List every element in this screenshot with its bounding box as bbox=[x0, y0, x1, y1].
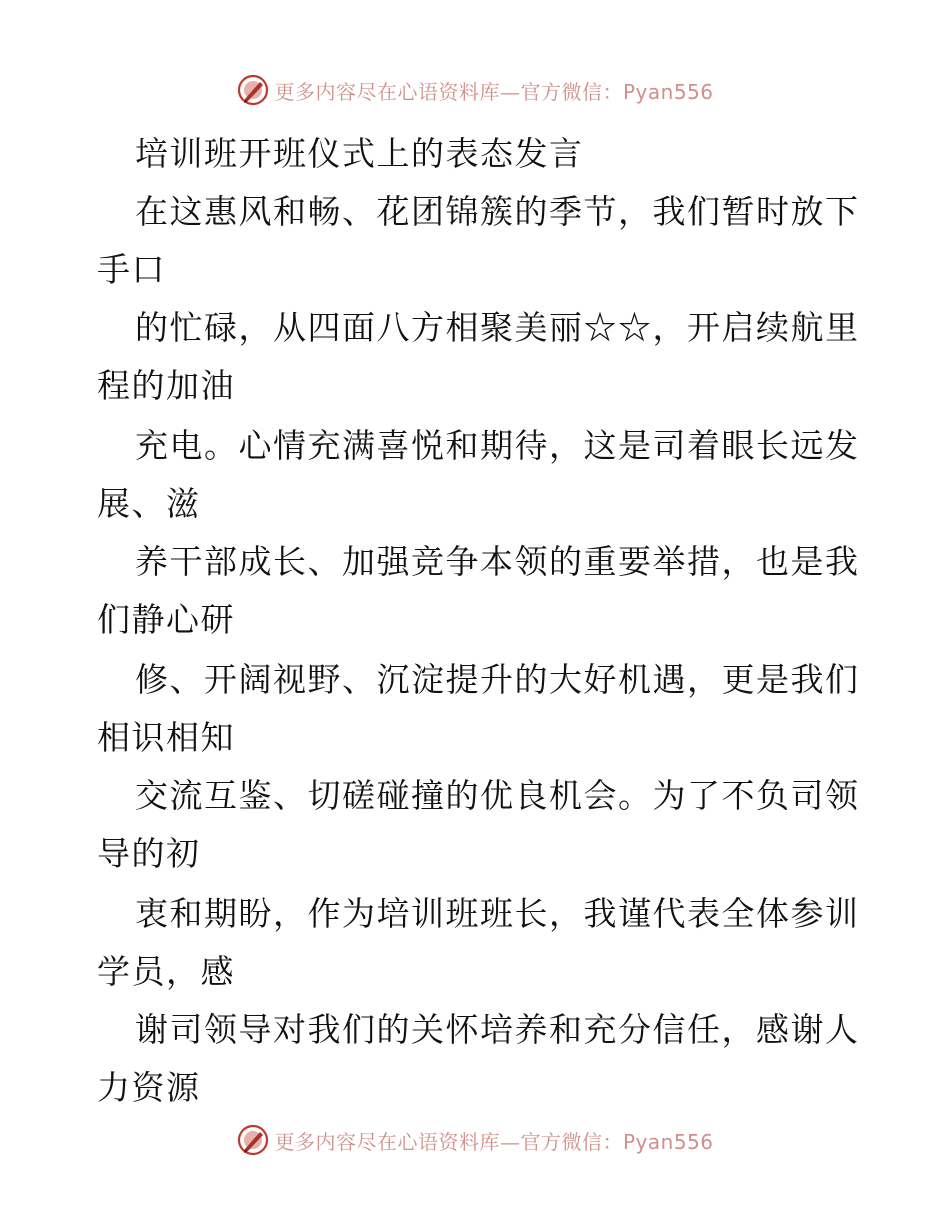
text-line: 展、滋 bbox=[97, 484, 201, 523]
document-title: 培训班开班仪式上的表态发言 bbox=[135, 134, 584, 173]
text-line: 程的加油 bbox=[97, 366, 235, 405]
text-line: 相识相知 bbox=[97, 718, 235, 757]
text-line: 的忙碌，从四面八方相聚美丽☆☆，开启续航里 bbox=[135, 308, 860, 347]
pen-logo-icon bbox=[236, 73, 270, 107]
header-banner-main: 更多内容尽在心语资料库—官方微信： bbox=[274, 79, 623, 104]
footer-wechat-id: Pyan556 bbox=[622, 1129, 714, 1154]
text-line: 交流互鉴、切磋碰撞的优良机会。为了不负司领 bbox=[135, 776, 860, 815]
header-wechat-id: Pyan556 bbox=[622, 79, 714, 104]
text-line: 在这惠风和畅、花团锦簇的季节，我们暂时放下 bbox=[135, 192, 860, 231]
footer-banner bbox=[0, 1120, 950, 1160]
text-line: 修、开阔视野、沉淀提升的大好机遇，更是我们 bbox=[135, 660, 860, 699]
footer-banner-text bbox=[274, 1126, 713, 1155]
text-line: 谢司领导对我们的关怀培养和充分信任，感谢人 bbox=[135, 1010, 860, 1049]
text-line: 手口 bbox=[97, 250, 166, 289]
text-line: 们静心研 bbox=[97, 600, 235, 639]
text-line: 充电。心情充满喜悦和期待，这是司着眼长远发 bbox=[135, 426, 860, 465]
header-banner-text bbox=[274, 76, 713, 105]
text-line: 学员，感 bbox=[97, 952, 235, 991]
pen-logo-icon bbox=[236, 1123, 270, 1157]
text-line: 力资源 bbox=[97, 1068, 201, 1107]
footer-banner-main: 更多内容尽在心语资料库—官方微信： bbox=[274, 1129, 623, 1154]
header-banner bbox=[0, 70, 950, 110]
text-line: 衷和期盼，作为培训班班长，我谨代表全体参训 bbox=[135, 894, 860, 933]
text-line: 导的初 bbox=[97, 834, 201, 873]
text-line: 养干部成长、加强竞争本领的重要举措，也是我 bbox=[135, 542, 860, 581]
